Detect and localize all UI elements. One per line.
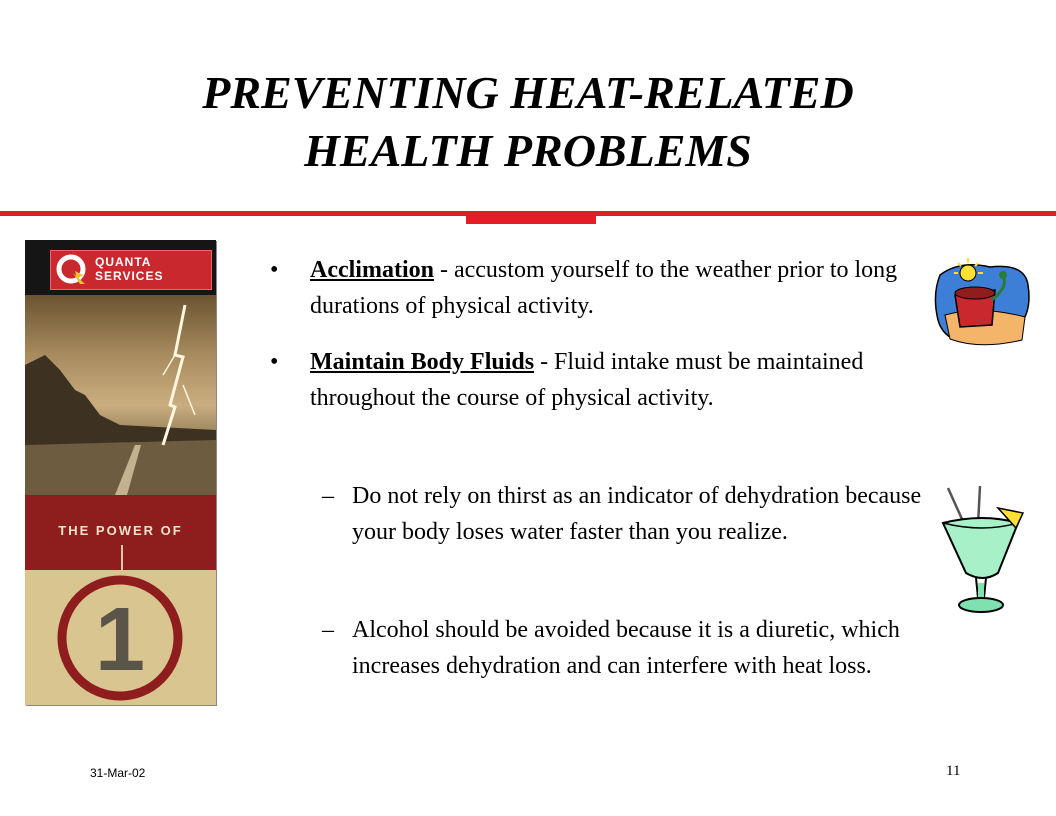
bullet-text <box>310 252 940 324</box>
logo-text <box>95 255 163 283</box>
subbullet-text: Do not rely on thirst as an indicator of dehydration because your body loses water faster than you realize. <box>352 483 922 545</box>
number-one-panel <box>25 570 216 705</box>
bullet-term: Acclimation <box>310 257 434 283</box>
logo-line-2: SERVICES <box>95 269 164 283</box>
tagline-connector <box>121 545 123 570</box>
slide-title-line-1: PREVENTING HEAT-RELATED <box>202 67 854 118</box>
subbullet-marker: – <box>322 483 334 509</box>
title-divider-tab <box>466 211 596 224</box>
power-of-band <box>25 495 216 570</box>
banner-tagline: THE POWER OF <box>58 523 183 538</box>
slide-title-line-2: HEALTH PROBLEMS <box>304 125 752 176</box>
subbullet-text: Alcohol should be avoided because it is a diuretic, which increases dehydration and can interfere with heat loss. <box>352 617 900 679</box>
bullet-term: Maintain Body Fluids <box>310 349 535 375</box>
bullet-text <box>310 344 940 416</box>
lightning-scene-graphic <box>25 295 216 495</box>
quanta-banner-image <box>25 240 216 705</box>
lightning-landscape-image <box>25 295 216 495</box>
footer-date: 31-Mar-02 <box>90 766 146 780</box>
bullet-marker: • <box>270 257 279 283</box>
beach-bucket-icon <box>930 255 1035 350</box>
quanta-q-icon <box>55 253 89 287</box>
banner-numeral: 1 <box>94 590 146 690</box>
logo-line-1: QUANTA <box>95 255 152 269</box>
subbullet-marker: – <box>322 617 334 643</box>
quanta-logo <box>50 250 212 290</box>
cold-drink-icon <box>938 483 1028 618</box>
bullet-description: - Fluid intake must be maintained throughout the course of physical activity. <box>310 349 864 411</box>
page-number: 11 <box>946 763 961 779</box>
bullet-marker: • <box>270 349 279 375</box>
bullet-description: - accustom yourself to the weather prior to long durations of physical activity. <box>310 257 898 319</box>
number-one-emblem <box>25 570 216 705</box>
slide-title <box>0 64 1056 180</box>
banner-header <box>25 240 216 295</box>
